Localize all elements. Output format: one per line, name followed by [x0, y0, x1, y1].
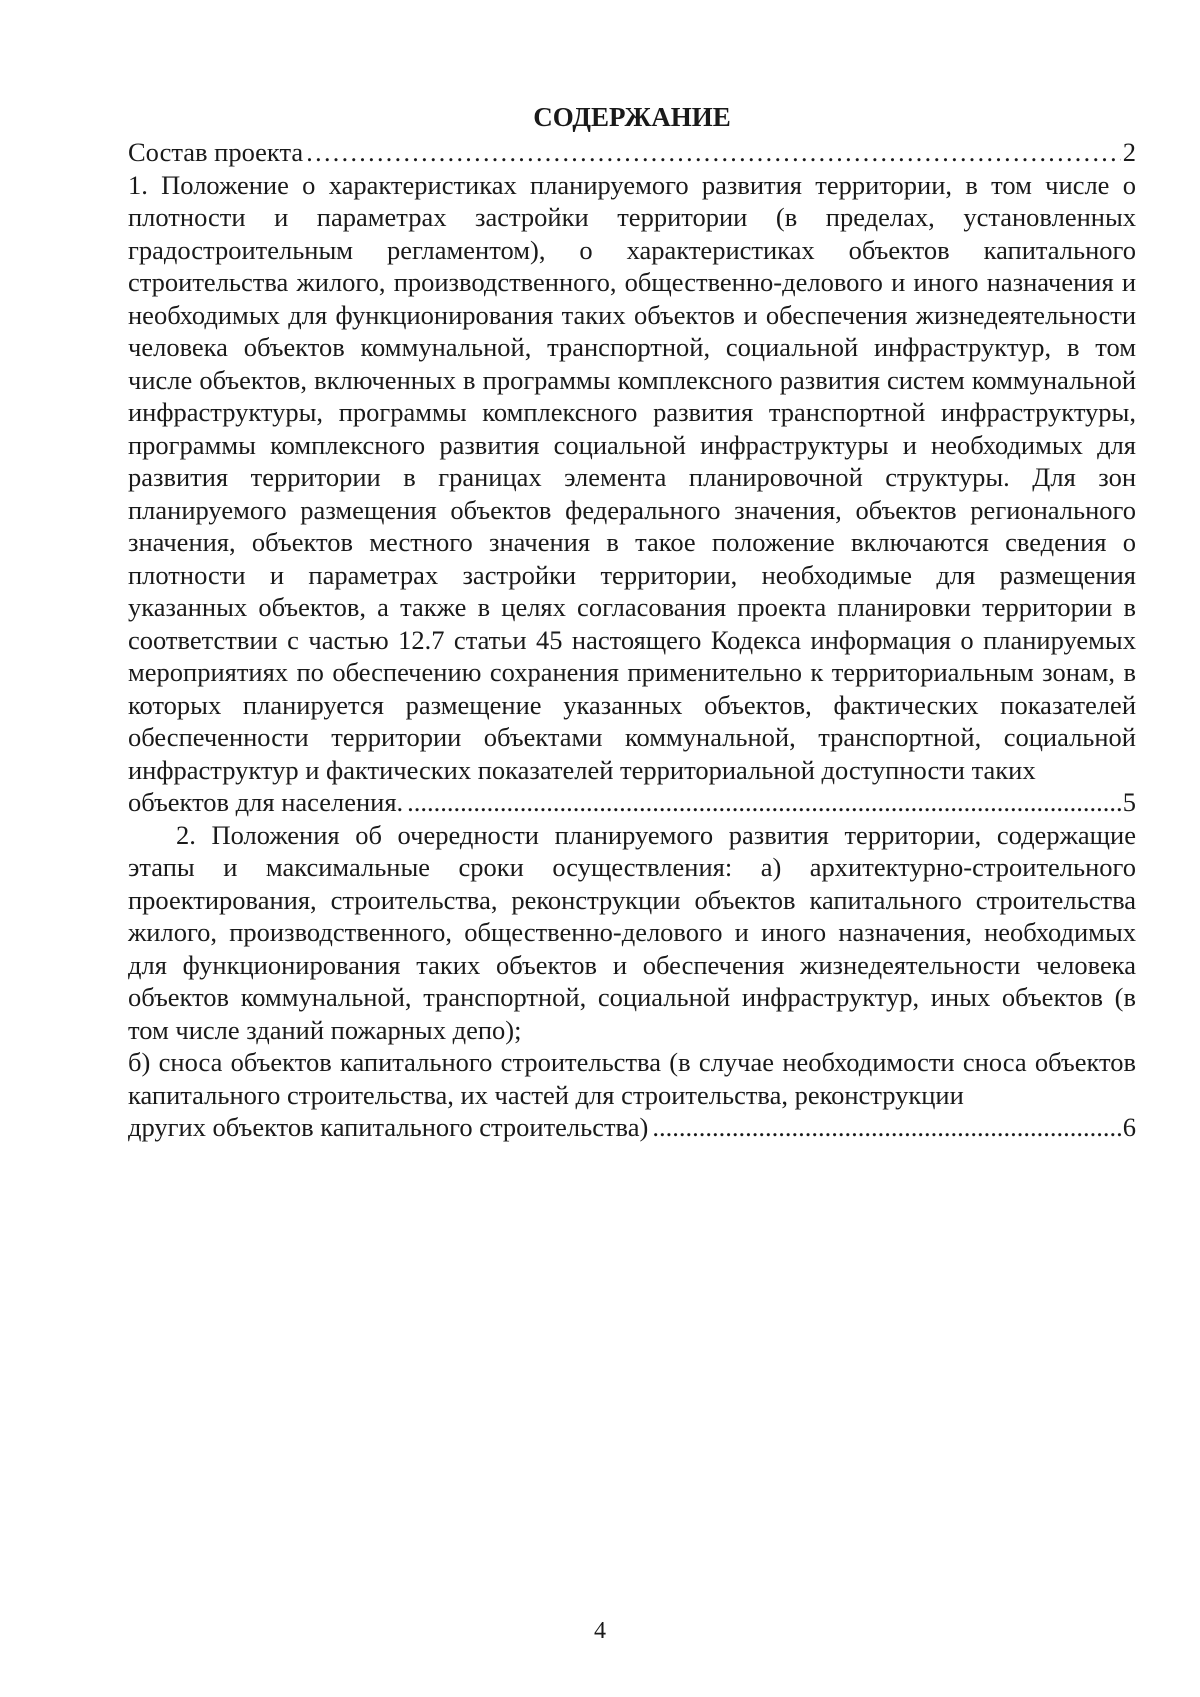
table-of-contents — [128, 100, 1136, 1144]
page-number: 4 — [594, 1618, 606, 1644]
toc-entry-section-2 — [128, 819, 1136, 1144]
toc-entry-body: 2. Положения об очередности планируемого развития территории, содержащие этапы и максимальные сроки осуществления: а) архитектурно-строительного проектирования, строительства, реконструкции объектов капитального строительства жилого, производственного, общественно-делового и иного назначения, необходимых для функционирования таких объектов и обеспечения жизнедеятельности человека объектов коммунальной, транспортной, социальной инфраструктур, иных объектов (в том числе зданий пожарных депо); — [128, 819, 1136, 1045]
toc-entry-label: других объектов капитального строительства) — [128, 1112, 649, 1142]
toc-entry-page: 6 — [1122, 1112, 1136, 1142]
toc-entry-label: объектов для населения. — [128, 787, 404, 817]
toc-leader-dots — [652, 1111, 1120, 1144]
toc-leader-dots — [407, 786, 1121, 819]
toc-entry-label: Состав проекта — [128, 137, 304, 167]
toc-entry-page: 2 — [1122, 137, 1136, 167]
toc-entry-last-line — [128, 786, 1136, 819]
toc-entry-last-line — [128, 1111, 1136, 1144]
toc-entry-page: 5 — [1122, 787, 1136, 817]
toc-entry-body-continued: б) сноса объектов капитального строительства (в случае необходимости сноса объектов капитального строительства, их частей для строительства, реконструкции — [128, 1047, 1136, 1110]
toc-entry-body: 1. Положение о характеристиках планируемого развития территории, в том числе о плотности и параметрах застройки территории (в пределах, установленных градостроительным регламентом), о характеристиках объектов капитального строительства жилого, производственного, общественно-делового и иного назначения и необходимых для функционирования таких объектов и обеспечения жизнедеятельности человека объектов коммунальной, транспортной, социальной инфраструктур, в том числе объектов, включенных в программы комплексного развития систем коммунальной инфраструктуры, программы комплексного развития транспортной инфраструктуры, программы комплексного развития социальной инфраструктуры и необходимых для развития территории в границах элемента планировочной структуры. Для зон планируемого размещения объектов федерального значения, объектов регионального значения, объектов местного значения в такое положение включаются сведения о плотности и параметрах застройки территории, необходимые для размещения указанных объектов, а также в целях согласования проекта планировки территории в соответствии с частью 12.7 статьи 45 настоящего Кодекса информация о планируемых мероприятиях по обеспечению сохранения применительно к территориальным зонам, в которых планируется размещение указанных объектов, фактических показателей обеспеченности территории объектами коммунальной, транспортной, социальной инфраструктур и фактических показателей территориальной доступности таких — [128, 169, 1136, 785]
page-title: СОДЕРЖАНИЕ — [533, 102, 731, 132]
toc-leader-dots — [305, 136, 1121, 169]
toc-entry-project-composition — [128, 136, 1136, 169]
toc-entry-section-1 — [128, 169, 1136, 819]
